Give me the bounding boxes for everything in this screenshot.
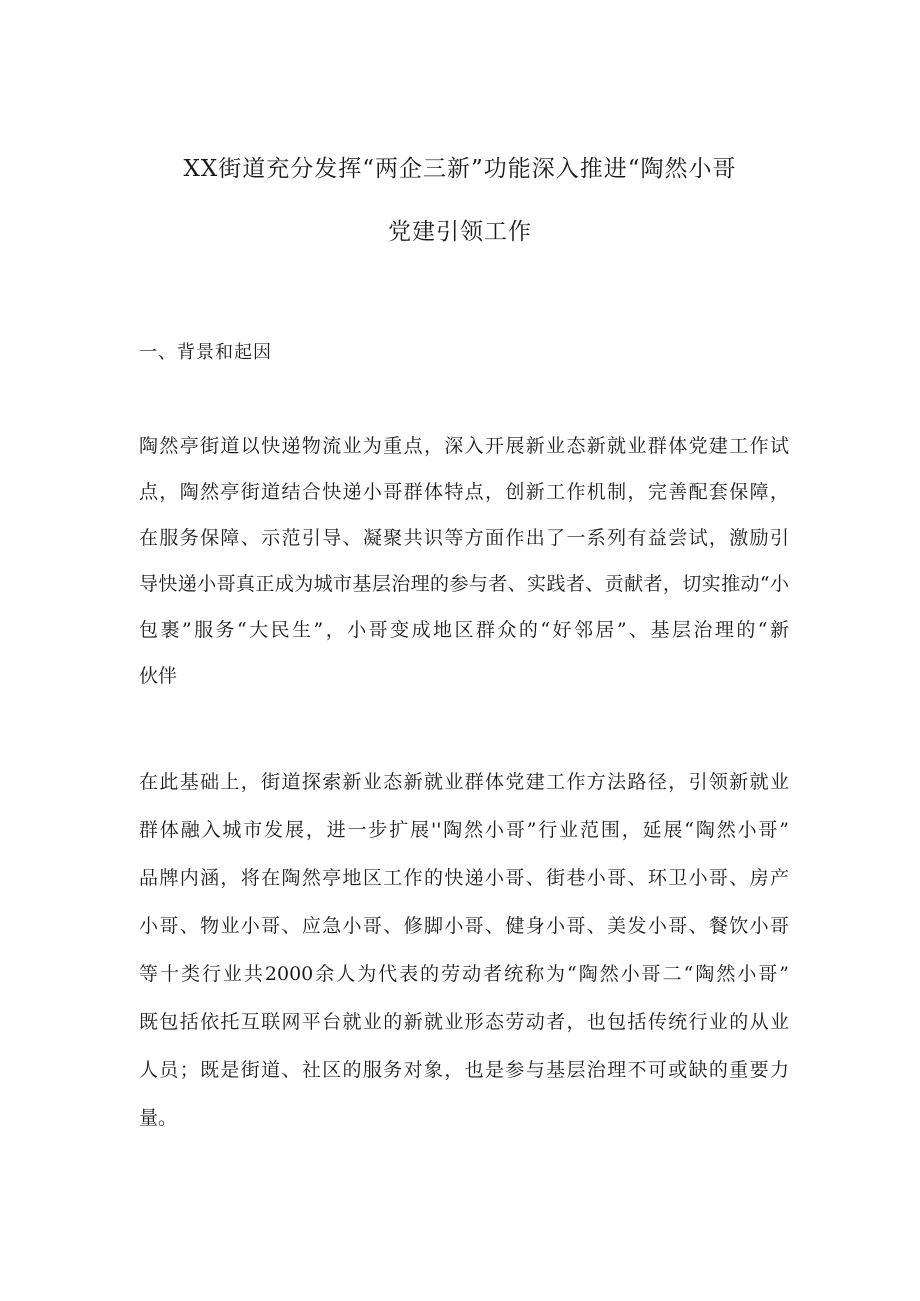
paragraph-line: 伙伴 (139, 665, 178, 687)
document-title-line-1: XX街道充分发挥“两企三新”功能深入推进“陶然小哥 (183, 156, 737, 182)
paragraph-line: 在服务保障、示范引导、凝聚共识等方面作出了一系列有益尝试，激励引 (139, 527, 789, 549)
paragraph-line: 在此基础上，街道探索新业态新就业群体党建工作方法路径，引领新就业 (139, 771, 789, 793)
paragraph-line: 小哥、物业小哥、应急小哥、修脚小哥、健身小哥、美发小哥、餐饮小哥 (139, 915, 789, 937)
paragraph-line: 品牌内涵，将在陶然亭地区工作的快递小哥、街巷小哥、环卫小哥、房产 (139, 867, 789, 889)
paragraph-line: 点，陶然亭街道结合快递小哥群体特点，创新工作机制，完善配套保障， (139, 481, 789, 503)
paragraph-line: 等十类行业共2000余人为代表的劳动者统称为“陶然小哥二“陶然小哥” (139, 963, 789, 985)
paragraph-line: 包裹”服务“大民生”，小哥变成地区群众的“好邻居”、基层治理的“新 (139, 619, 789, 641)
paragraph-line: 陶然亭街道以快递物流业为重点，深入开展新业态新就业群体党建工作试 (139, 435, 789, 457)
paragraph-line: 导快递小哥真正成为城市基层治理的参与者、实践者、贡献者，切实推动“小 (139, 573, 789, 595)
paragraph-line: 既包括依托互联网平台就业的新就业形态劳动者，也包括传统行业的从业 (139, 1011, 789, 1033)
paragraph-line: 量。 (139, 1107, 178, 1129)
paragraph-line: 群体融入城市发展，进一步扩展''陶然小哥”行业范围，延展“陶然小哥” (139, 819, 789, 841)
document-title-line-2: 党建引领工作 (388, 219, 532, 245)
section-heading: 一、背景和起因 (139, 342, 272, 363)
paragraph-line: 人员；既是街道、社区的服务对象，也是参与基层治理不可或缺的重要力 (139, 1059, 789, 1081)
